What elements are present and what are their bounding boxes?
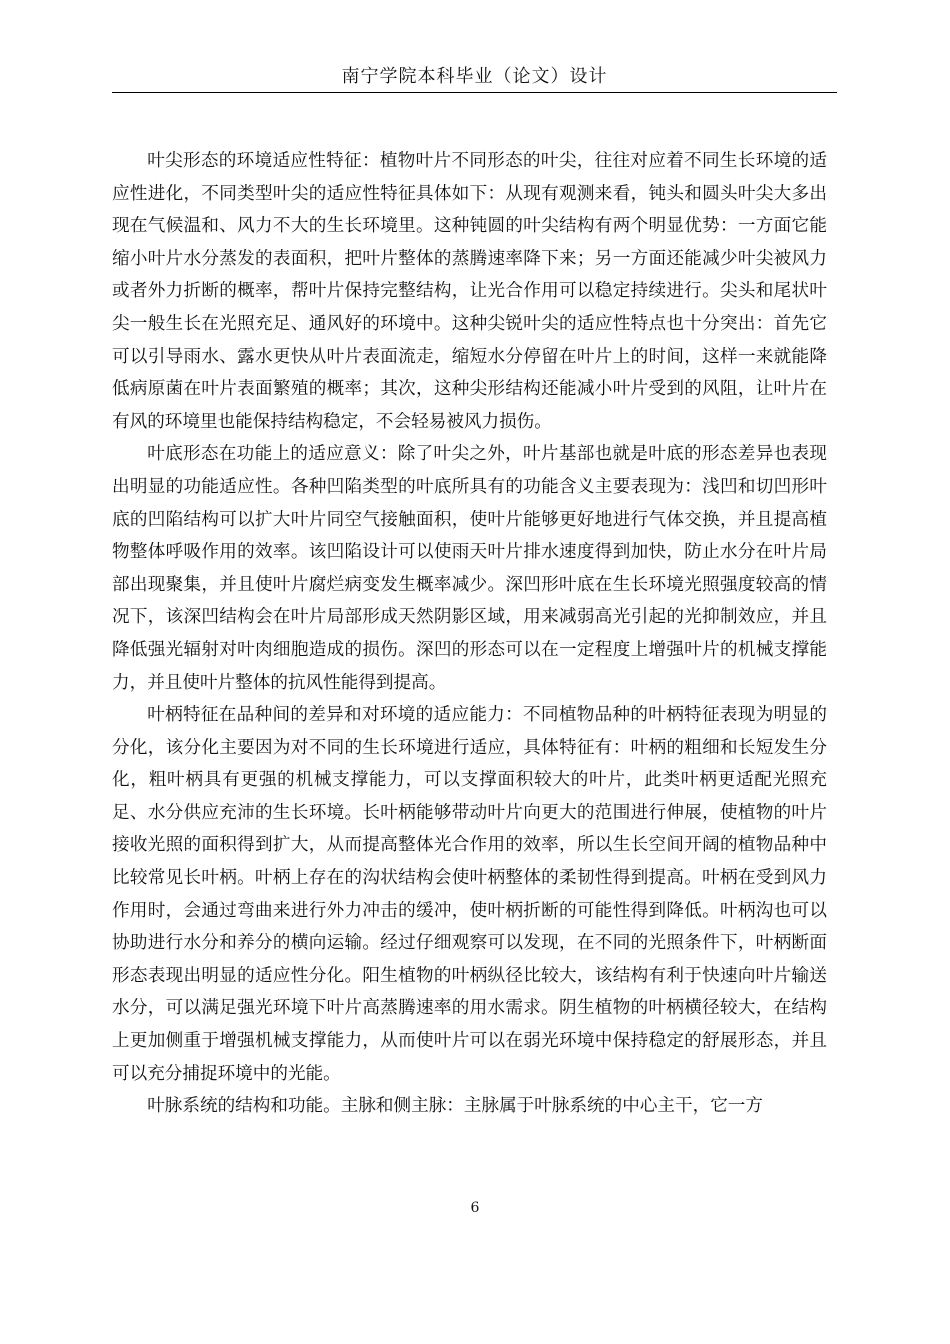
running-header: 南宁学院本科毕业（论文）设计 <box>341 66 608 87</box>
header-divider <box>112 92 837 93</box>
paragraph-leaf-apex: 叶尖形态的环境适应性特征：植物叶片不同形态的叶尖，往往对应着不同生长环境的适应性进化，不同类型叶尖的适应性特征具体如下：从现有观测来看，钝头和圆头叶尖大多出现在气候温和、风力不大的生长环境里。这种钝圆的叶尖结构有两个明显优势：一方面它能缩小叶片水分蒸发的表面积，把叶片整体的蒸腾速率降下来；另一方面还能减少叶尖被风力或者外力折断的概率，帮叶片保持完整结构，让光合作用可以稳定持续进行。尖头和尾状叶尖一般生长在光照充足、通风好的环境中。这种尖锐叶尖的适应性特点也十分突出：首先它可以引导雨水、露水更快从叶片表面流走，缩短水分停留在叶片上的时间，这样一来就能降低病原菌在叶片表面繁殖的概率；其次，这种尖形结构还能减小叶片受到的风阻，让叶片在有风的环境里也能保持结构稳定，不会轻易被风力损伤。 <box>112 151 827 432</box>
paragraph-venation: 叶脉系统的结构和功能。主脉和侧主脉：主脉属于叶脉系统的中心主干，它一方 <box>147 1096 763 1117</box>
body-text <box>112 145 827 1123</box>
page-number: 6 <box>470 1200 480 1216</box>
paragraph-leaf-base: 叶底形态在功能上的适应意义：除了叶尖之外，叶片基部也就是叶底的形态差异也表现出明显的功能适应性。各种凹陷类型的叶底所具有的功能含义主要表现为：浅凹和切凹形叶底的凹陷结构可以扩大叶片同空气接触面积，使叶片能够更好地进行气体交换，并且提高植物整体呼吸作用的效率。该凹陷设计可以使雨天叶片排水速度得到加快，防止水分在叶片局部出现聚集，并且使叶片腐烂病变发生概率减少。深凹形叶底在生长环境光照强度较高的情况下，该深凹结构会在叶片局部形成天然阴影区域，用来减弱高光引起的光抑制效应，并且降低强光辐射对叶肉细胞造成的损伤。深凹的形态可以在一定程度上增强叶片的机械支撑能力，并且使叶片整体的抗风性能得到提高。 <box>112 444 827 693</box>
paragraph-petiole: 叶柄特征在品种间的差异和对环境的适应能力：不同植物品种的叶柄特征表现为明显的分化，该分化主要因为对不同的生长环境进行适应，具体特征有：叶柄的粗细和长短发生分化，粗叶柄具有更强的机械支撑能力，可以支撑面积较大的叶片，此类叶柄更适配光照充足、水分供应充沛的生长环境。长叶柄能够带动叶片向更大的范围进行伸展，使植物的叶片接收光照的面积得到扩大，从而提高整体光合作用的效率，所以生长空间开阔的植物品种中比较常见长叶柄。叶柄上存在的沟状结构会使叶柄整体的柔韧性得到提高。叶柄在受到风力作用时，会通过弯曲来进行外力冲击的缓冲，使叶柄折断的可能性得到降低。叶柄沟也可以协助进行水分和养分的横向运输。经过仔细观察可以发现，在不同的光照条件下，叶柄断面形态表现出明显的适应性分化。阳生植物的叶柄纵径比较大，该结构有利于快速向叶片输送水分，可以满足强光环境下叶片高蒸腾速率的用水需求。阴生植物的叶柄横径较大，在结构上更加侧重于增强机械支撑能力，从而使叶片可以在弱光环境中保持稳定的舒展形态，并且可以充分捕捉环境中的光能。 <box>112 705 827 1084</box>
